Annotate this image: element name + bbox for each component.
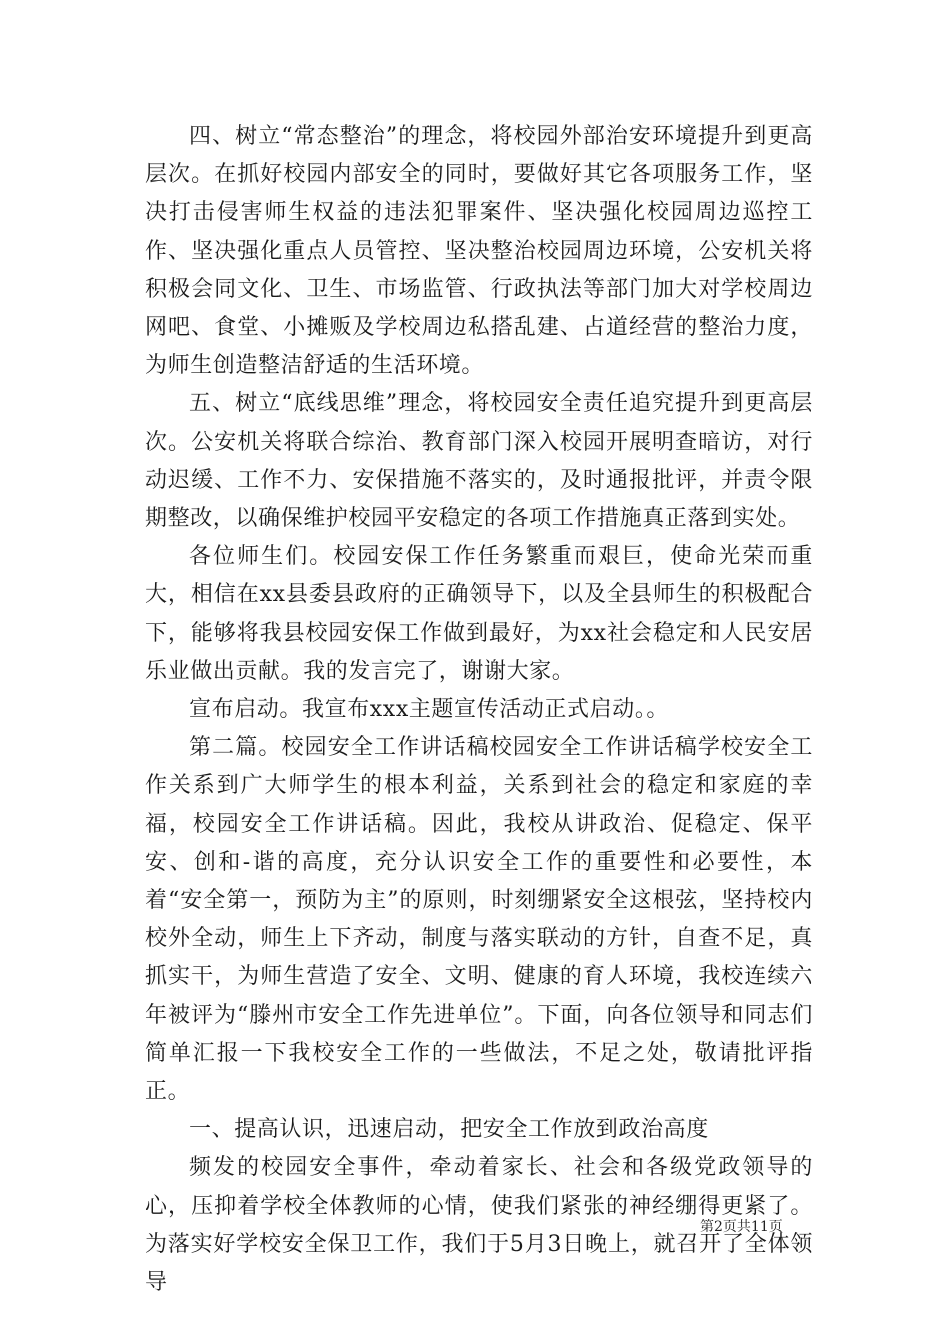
paragraph-5: 第二篇。校园安全工作讲话稿校园安全工作讲话稿学校安全工作关系到广大师学生的根本利益，关系到社会的稳定和家庭的幸福，校园安全工作讲话稿。因此，我校从讲政治、促稳定、保平安、创和-谐的高度，充分认识安全工作的重要性和必要性，本着“安全第一，预防为主”的原则，时刻绷紧安全这根弦，坚持校内校外全动，师生上下齐动，制度与落实联动的方针，自查不足，真抓实干，为师生营造了安全、文明、健康的育人环境，我校连续六年被评为“滕州市安全工作先进单位”。下面，向各位领导和同志们简单汇报一下我校安全工作的一些做法，不足之处，敬请批评指正。 (145, 735, 813, 1105)
page-number-footer: 第2页共11页 (700, 1219, 783, 1235)
paragraph-1: 四、树立“常态整治”的理念，将校园外部治安环境提升到更高层次。在抓好校园内部安全的同时，要做好其它各项服务工作，坚决打击侵害师生权益的违法犯罪案件、坚决强化校园周边巡控工作、坚决强化重点人员管控、坚决整治校园周边环境，公安机关将积极会同文化、卫生、市场监管、行政执法等部门加大对学校周边网吧、食堂、小摊贩及学校周边私搭乱建、占道经营的整治力度，为师生创造整洁舒适的生活环境。 (145, 124, 813, 379)
paragraph-7: 频发的校园安全事件，牵动着家长、社会和各级党政领导的心，压抑着学校全体教师的心情，使我们紧张的神经绷得更紧了。为落实好学校安全保卫工作，我们于5月3日晚上，就召开了全体领导 (145, 1155, 813, 1296)
paragraph-4: 宣布启动。我宣布xxx主题宣传活动正式启动。。 (189, 697, 670, 723)
paragraph-6: 一、提高认识，迅速启动，把安全工作放到政治高度 (189, 1117, 709, 1143)
paragraph-3: 各位师生们。校园安保工作任务繁重而艰巨，使命光荣而重大，相信在xx县委县政府的正确领导下，以及全县师生的积极配合下，能够将我县校园安保工作做到最好，为xx社会稳定和人民安居乐业做出贡献。我的发言完了，谢谢大家。 (145, 544, 813, 684)
paragraph-2: 五、树立“底线思维”理念，将校园安全责任追究提升到更高层次。公安机关将联合综治、教育部门深入校园开展明查暗访，对行动迟缓、工作不力、安保措施不落实的，及时通报批评，并责令限期整改，以确保维护校园平安稳定的各项工作措施真正落到实处。 (145, 391, 813, 532)
document-body (145, 118, 813, 1302)
